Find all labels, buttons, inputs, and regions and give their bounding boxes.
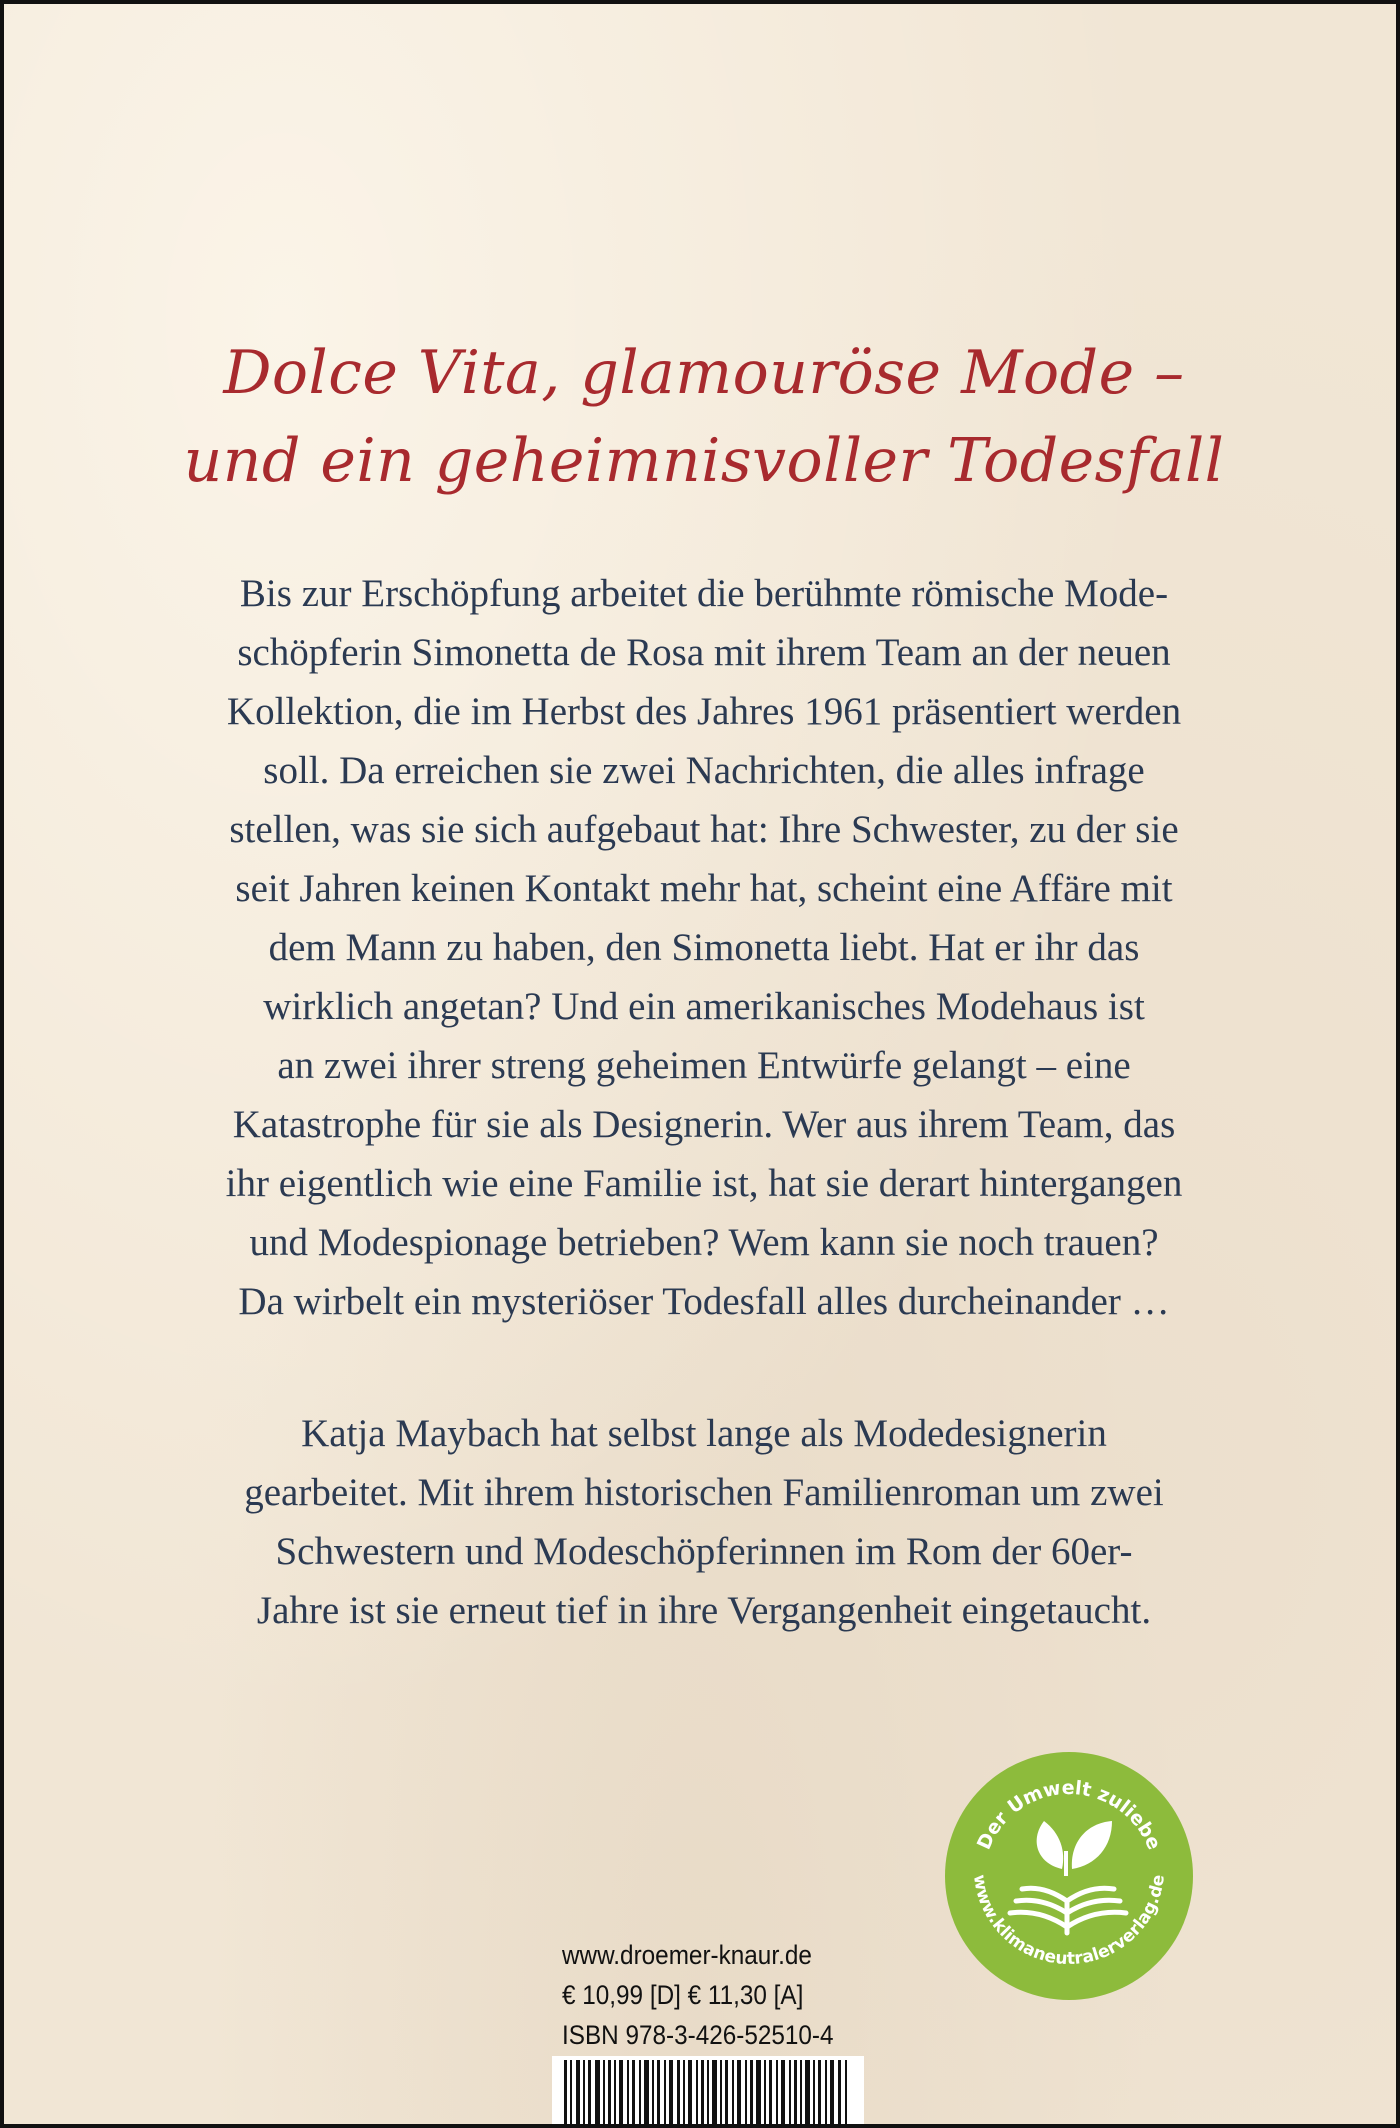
publisher-website: www.droemer-knaur.de: [562, 1940, 812, 1970]
blurb-line: stellen, was sie sich aufgebaut hat: Ihre Schwester, zu der sie: [229, 808, 1179, 851]
author-bio-line: Jahre ist sie erneut tief in ihre Vergangenheit eingetaucht.: [256, 1589, 1152, 1632]
headline-line-2: und ein geheimnisvoller Todesfall: [183, 426, 1225, 496]
barcode: [552, 2056, 864, 2128]
author-bio-line: Schwestern und Modeschöpferinnen im Rom der 60er-: [275, 1530, 1133, 1573]
barcode-graphic: [552, 2056, 864, 2128]
publisher-info: [562, 1935, 834, 2055]
headline: [4, 329, 1400, 505]
blurb-paragraph: [154, 564, 1254, 1331]
seal-graphic: [944, 1751, 1194, 2001]
blurb-line: schöpferin Simonetta de Rosa mit ihrem Team an der neuen: [237, 631, 1171, 674]
blurb-line: ihr eigentlich wie eine Familie ist, hat sie derart hintergangen: [225, 1162, 1183, 1205]
blurb-line: Da wirbelt ein mysteriöser Todesfall alles durcheinander …: [238, 1280, 1170, 1323]
blurb-line: wirklich angetan? Und ein amerikanisches Modehaus ist: [263, 985, 1145, 1028]
blurb-line: Kollektion, die im Herbst des Jahres 1961 präsentiert werden: [226, 690, 1182, 733]
blurb-line: dem Mann zu haben, den Simonetta liebt. Hat er ihr das: [268, 926, 1140, 969]
climate-neutral-seal: [944, 1751, 1194, 2001]
seal-top-text: Der Umwelt zuliebe: [972, 1776, 1166, 1853]
author-bio-line: Katja Maybach hat selbst lange als Modedesignerin: [301, 1412, 1107, 1455]
headline-line-1: Dolce Vita, glamouröse Mode –: [223, 338, 1185, 408]
blurb-line: Bis zur Erschöpfung arbeitet die berühmte römische Mode-: [239, 572, 1169, 615]
blurb-line: an zwei ihrer streng geheimen Entwürfe gelangt – eine: [277, 1044, 1131, 1087]
blurb-line: und Modespionage betrieben? Wem kann sie noch trauen?: [249, 1221, 1159, 1264]
price-label: € 10,99 [D] € 11,30 [A]: [562, 1980, 804, 2010]
author-bio: [154, 1404, 1254, 1640]
blurb-line: soll. Da erreichen sie zwei Nachrichten, die alles infrage: [263, 749, 1145, 792]
author-bio-line: gearbeitet. Mit ihrem historischen Familienroman um zwei: [244, 1471, 1164, 1514]
blurb-line: Katastrophe für sie als Designerin. Wer aus ihrem Team, das: [232, 1103, 1176, 1146]
blurb-line: seit Jahren keinen Kontakt mehr hat, scheint eine Affäre mit: [235, 867, 1173, 910]
seal-bottom-text: www.klimaneutralerverlag.de: [968, 1873, 1169, 1970]
isbn-label: ISBN 978-3-426-52510-4: [562, 2020, 834, 2050]
